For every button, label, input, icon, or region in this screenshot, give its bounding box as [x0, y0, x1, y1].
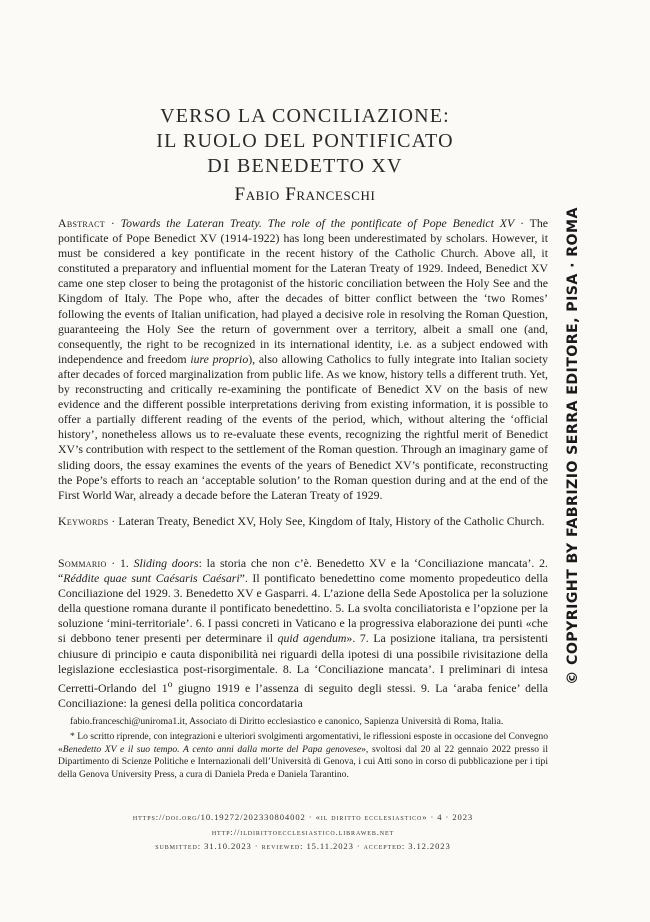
submission-dates-line: submitted: 31.10.2023 · reviewed: 15.11.2023 · accepted: 3.12.2023 — [155, 841, 451, 851]
keywords-text: Lateran Treaty, Benedict XV, Holy See, Kingdom of Italy, History of the Catholic Church. — [118, 514, 545, 528]
page-footer — [58, 810, 548, 854]
title-line: DI BENEDETTO XV — [207, 155, 403, 177]
abstract — [58, 216, 548, 503]
separator: · — [104, 216, 121, 230]
abstract-text: The pontificate of Pope Benedict XV (1914-1922) has long been underestimated by scholars. However, it must be considered a key pontificate in the recent history of the Catholic Church. Above all, it constituted a preparatory and influential moment for the Lateran Treaty of 1929. Indeed, Benedict XV came one step closer to being the protagonist of the historic conciliation between the Holy See and the Kingdom of Italy. The Pope who, after the decades of bitter conflict between the ‘two Romes’ following the events of Italian unification, had played a decisive role in resolving the Roman Question, guaranteeing the Holy See the return of government over a territory, albeit a small one (and, consequently, the right to be recognized in its international identity, i.e. as a subject endowed with independence and freedom — [58, 216, 549, 366]
sommario-text: giugno 1919 e l’assenza di seguito degli stessi. 9. La ‘araba fenice’ della Conciliazione: la genesi della politica concordataria — [58, 680, 548, 710]
keywords — [58, 514, 548, 529]
abstract-text: ), also allowing Catholics to fully integrate into Italian society after decades of forced marginalization from public life. As we know, history tells a different truth. Yet, by reconstructing and critically re-examining the pontificate of Benedict XV on the basis of new evidence and the different possible interpretations deriving from existing information, it is possible to offer a partially different reading of the events of the period, which, without altering the ‘official history’, nonetheless allows us to re-evaluate these events, recognizing the rightful merit of Benedict XV’s contribution with respect to the settlement of the Roman question. Through an imaginary game of sliding doors, the essay examines the events of the years of Benedict XV’s pontificate, reconstructing the Pope’s efforts to reach an ‘acceptable solution’ to the Roman question during and at the end of the First World War, already a decade before the Lateran Treaty of 1929. — [58, 351, 549, 502]
separator: · — [514, 216, 530, 230]
footnote-text: », svoltosi dal 20 al 22 gennaio 2022 presso il Dipartimento di Scienze Politiche e Internazionali dell’Università di Genova, i cui Atti sono in corso di pubblicazione per i tipi della Genova University Press, a cura di Daniela Preda e Daniela Tarantino. — [58, 743, 549, 780]
footnote-text: * Lo scritto riprende, con integrazioni e ulteriori svolgimenti argomentativi, le riflessioni esposte in occasione del Convegno « — [58, 731, 548, 755]
footnote-italic: Benedetto XV e il suo tempo. A cento anni dalla morte del Papa genovese — [62, 743, 362, 755]
article-title — [80, 104, 530, 179]
sommario-italic: Réddite quae sunt Caésaris Caésari — [63, 571, 240, 586]
abstract-english-title: Towards the Lateran Treaty. The role of the pontificate of Pope Benedict XV — [120, 216, 515, 230]
abstract-italic-term: iure proprio — [190, 351, 249, 366]
sommario-label: Sommario — [58, 556, 107, 570]
copyright-sidebar — [557, 207, 589, 685]
author-footnote: fabio.franceschi@uniroma1.it, Associato di Diritto ecclesiastico e canonico, Sapienza Università di Roma, Italia. — [70, 716, 504, 727]
sommario-italic: Sliding doors — [133, 556, 199, 570]
footnotes — [58, 716, 548, 781]
sommario-text: : la storia che non c’è. Benedetto XV e la ‘Conciliazione mancata’. 2. “ — [58, 556, 548, 586]
sommario — [58, 556, 548, 711]
separator: · — [108, 514, 119, 528]
title-line: IL RUOLO DEL PONTIFICATO — [156, 130, 454, 152]
keywords-label: Keywords — [58, 514, 109, 528]
sommario-italic: quid agendum — [277, 631, 347, 646]
source-footnote — [58, 731, 548, 781]
journal-url-line: http://ildirittoecclesiastico.libraweb.net — [211, 826, 395, 837]
sommario-text: · 1. — [106, 556, 134, 570]
sommario-text: ». 7. La posizione italiana, tra persistenti chiusure di principio e cauta disponibilità nei riguardi della ipotesi di una possibile rivisitazione della legislazione ecclesiastica post-risorgimentale. 8. La ‘Conciliazione mancata’. I preliminari di intesa Cerretti-Orlando del 1 — [58, 631, 548, 695]
doi-line: https://doi.org/10.19272/202330804002 · «il diritto ecclesiastico» · 4 · 2023 — [132, 812, 474, 822]
sommario-text: ”. Il pontificato benedettino come momento propedeutico della Conciliazione del 1929. 3. Benedetto XV e Gasparri. 4. L’azione della Sede Apostolica per la soluzione della questione romana durante il pontificato benedettino. 5. La svolta conciliatorista e l’opzione per la soluzione ‘mini-territoriale’. 6. I passi concreti in Vaticano e la progressiva elaborazione dei punti «che si debbono tener presenti per determinare il — [58, 571, 548, 646]
author-name: Fabio Franceschi — [234, 184, 376, 205]
abstract-label: Abstract — [58, 216, 105, 230]
ordinal-superscript: o — [167, 678, 173, 690]
title-line: VERSO LA CONCILIAZIONE: — [160, 105, 450, 127]
copyright-text: © COPYRIGHT BY FABRIZIO SERRA EDITORE, PISA · ROMA — [565, 207, 581, 685]
